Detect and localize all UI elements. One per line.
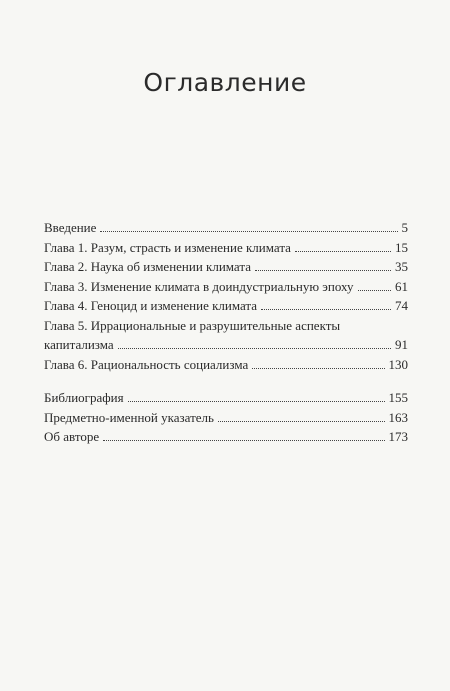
section-spacer bbox=[44, 374, 408, 388]
dot-leader bbox=[100, 231, 397, 232]
toc-entry-label: Глава 2. Наука об изменении климата bbox=[44, 259, 251, 274]
toc-entry-chapter-1 bbox=[44, 238, 408, 258]
toc-entry-label-line2: капитализма bbox=[44, 337, 114, 352]
page-title: Оглавление bbox=[143, 68, 307, 97]
toc-entry-page: 91 bbox=[395, 337, 408, 352]
toc-entry-page: 130 bbox=[388, 356, 408, 372]
toc-entry-page: 35 bbox=[395, 259, 408, 274]
toc-entry-page: 5 bbox=[401, 220, 408, 235]
toc-entry-chapter-4 bbox=[44, 296, 408, 316]
dot-leader bbox=[118, 348, 391, 349]
toc-entry-label: Библиография bbox=[44, 390, 124, 405]
toc-entry-page: 74 bbox=[395, 298, 408, 313]
toc-entry-chapter-6 bbox=[44, 355, 408, 375]
toc-entry-label: Глава 1. Разум, страсть и изменение климата bbox=[44, 239, 291, 255]
dot-leader bbox=[358, 290, 391, 291]
dot-leader bbox=[103, 440, 384, 441]
toc-entry-page: 163 bbox=[388, 409, 408, 425]
toc-entry-page: 15 bbox=[395, 239, 408, 255]
dot-leader bbox=[261, 309, 391, 310]
toc-entry-chapter-2 bbox=[44, 257, 408, 277]
toc-entry-chapter-5 bbox=[44, 316, 408, 355]
toc-entry-index bbox=[44, 408, 408, 428]
dot-leader bbox=[218, 421, 385, 422]
toc-entry-page: 173 bbox=[388, 429, 408, 444]
toc-entry-intro bbox=[44, 218, 408, 238]
toc-entry-label: Введение bbox=[44, 220, 97, 235]
toc-entry-label: Глава 6. Рациональность социализма bbox=[44, 356, 249, 372]
toc-entry-label: Глава 3. Изменение климата в доиндустриальную эпоху bbox=[44, 278, 354, 294]
toc-entry-label: Предметно-именной указатель bbox=[44, 409, 214, 425]
toc-entry-bibliography bbox=[44, 388, 408, 408]
table-of-contents bbox=[44, 218, 408, 447]
dot-leader bbox=[128, 401, 385, 402]
toc-entry-label: Глава 4. Геноцид и изменение климата bbox=[44, 298, 258, 313]
dot-leader bbox=[295, 251, 391, 252]
toc-entry-about-author bbox=[44, 427, 408, 447]
dot-leader bbox=[255, 270, 391, 271]
toc-entry-page: 155 bbox=[388, 390, 408, 405]
toc-entry-page: 61 bbox=[395, 278, 408, 294]
toc-entry-chapter-3 bbox=[44, 277, 408, 297]
dot-leader bbox=[252, 368, 384, 369]
toc-entry-label-line1: Глава 5. Иррациональные и разрушительные аспекты bbox=[44, 317, 341, 333]
toc-entry-label: Об авторе bbox=[44, 429, 100, 444]
